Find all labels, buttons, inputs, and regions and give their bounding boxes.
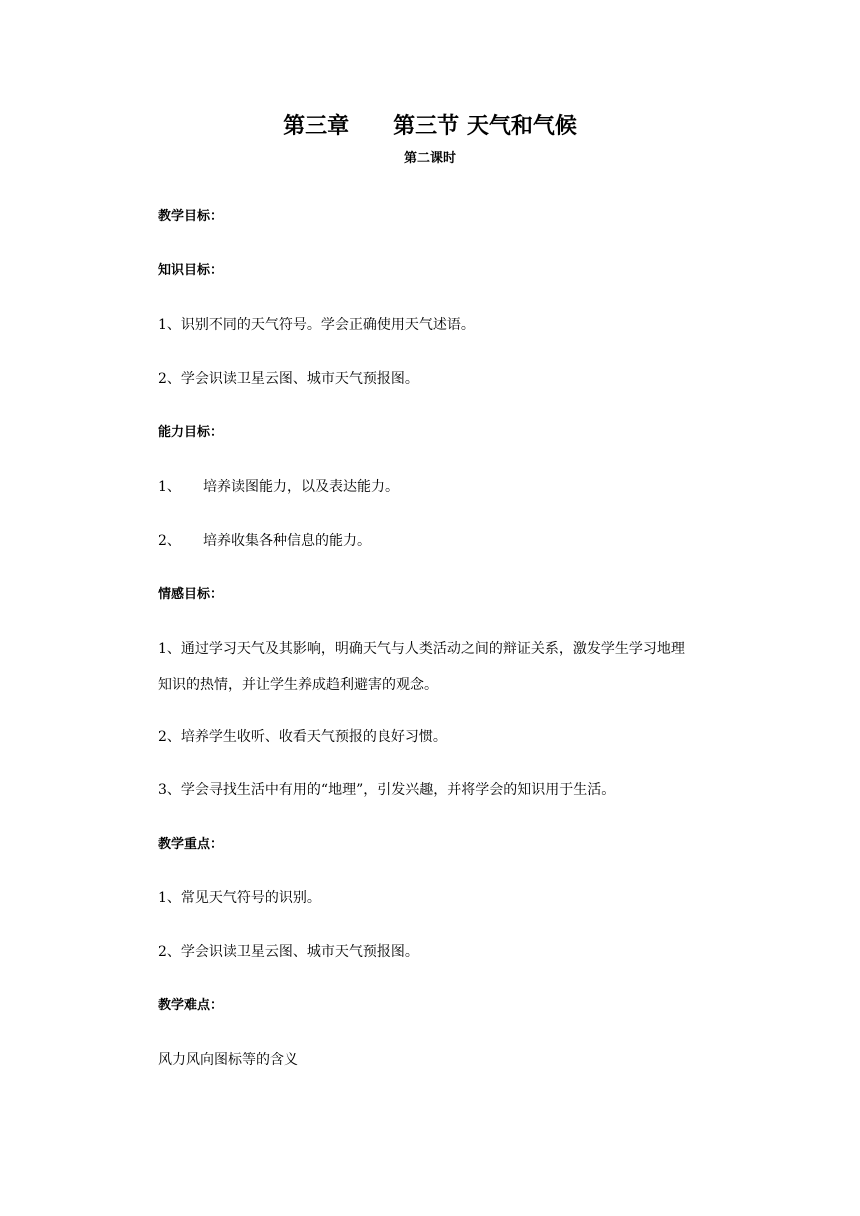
emotion-item: 2、培养学生收听、收看天气预报的良好习惯。 bbox=[158, 729, 447, 745]
difficulty-text: 风力风向图标等的含义 bbox=[158, 1052, 298, 1068]
emotion-item: 1、通过学习天气及其影响，明确天气与人类活动之间的辩证关系，激发学生学习地理 bbox=[158, 641, 685, 657]
ability-item-number: 1、 bbox=[158, 479, 181, 495]
ability-item-text: 培养读图能力，以及表达能力。 bbox=[203, 479, 399, 495]
ability-item bbox=[158, 532, 738, 550]
key-item: 1、常见天气符号的识别。 bbox=[158, 890, 321, 906]
document-title: 第三章 第三节 天气和气候 bbox=[283, 114, 577, 139]
ability-item bbox=[158, 478, 738, 496]
emotion-item: 3、学会寻找生活中有用的“地理”，引发兴趣，并将学会的知识用于生活。 bbox=[158, 782, 616, 798]
heading-ability-goals: 能力目标： bbox=[158, 425, 224, 440]
heading-emotion-goals: 情感目标： bbox=[158, 587, 224, 602]
heading-key-points: 教学重点： bbox=[158, 837, 224, 852]
document-subtitle: 第二课时 bbox=[403, 151, 456, 166]
knowledge-item: 2、学会识读卫星云图、城市天气预报图。 bbox=[158, 371, 419, 387]
ability-item-text: 培养收集各种信息的能力。 bbox=[203, 533, 371, 549]
emotion-item-continuation: 知识的热情，并让学生养成趋利避害的观念。 bbox=[158, 677, 438, 693]
knowledge-item: 1、识别不同的天气符号。学会正确使用天气述语。 bbox=[158, 317, 475, 333]
heading-teaching-goals: 教学目标： bbox=[158, 209, 224, 224]
ability-item-number: 2、 bbox=[158, 533, 181, 549]
heading-knowledge-goals: 知识目标： bbox=[158, 263, 224, 278]
heading-difficulties: 教学难点： bbox=[158, 998, 224, 1013]
key-item: 2、学会识读卫星云图、城市天气预报图。 bbox=[158, 944, 419, 960]
